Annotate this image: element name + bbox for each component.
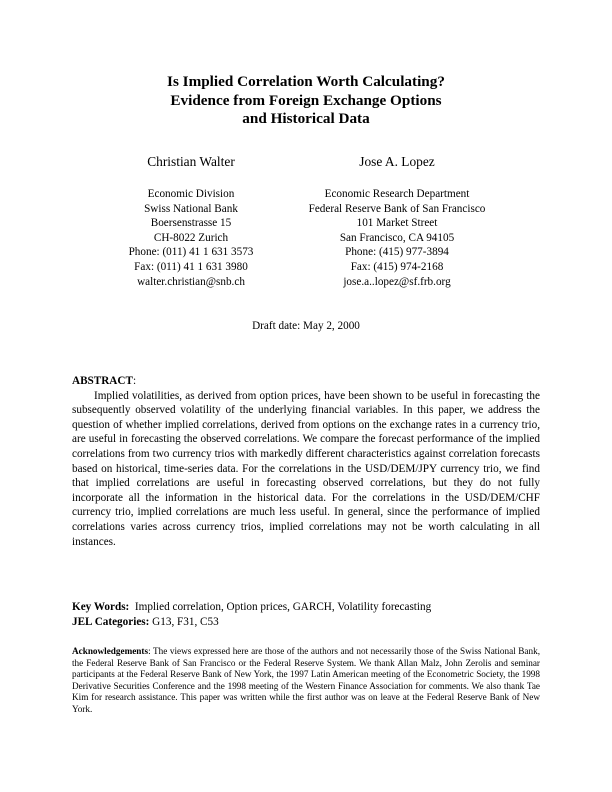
title-line-2: Evidence from Foreign Exchange Options [170,91,442,109]
acknowledgements-section [72,646,540,716]
jel-text: G13, F31, C53 [152,615,219,628]
author-street: 101 Market Street [356,217,438,230]
abstract-text: Implied volatilities, as derived from option prices, have been shown to be useful in forecasting the subsequently observed volatility of the underlying financial variables. In this paper, we address the question of whether implied correlations, derived from options on the exchange rates in a currency trio, are useful in forecasting the observed correlations. We compare the forecast performance of the implied correlations from two currency trios with markedly different characteristics against correlation forecasts based on historical, time-series data. For the correlations in the USD/DEM/JPY currency trio, we find that implied correlations are useful in forecasting observed correlations, but they do not fully incorporate all the information in the historical data. For the correlations in the USD/DEM/CHF currency trio, implied correlations are much less useful. In general, since the performance of implied correlations varies across currency trios, implied correlations may not be worth calculating in all instances. [72,389,540,548]
author-phone: Phone: (011) 41 1 631 3573 [128,246,254,259]
author-name: Jose A. Lopez [359,154,435,169]
acknowledgements-text: : The views expressed here are those of the authors and not necessarily those of the Swiss National Bank, the Federal Reserve Bank of San Francisco or the Federal Reserve System. We thank Allan Malz, John Zerolis and seminar participants at the Federal Reserve Bank of New York, the 1997 Latin American meeting of the Econometric Society, the 1998 Derivative Securities Conference and the 1998 meeting of the Western Finance Association for comments. We also thank Tae Kim for research assistance. This paper was written while the first author was on leave at the Federal Reserve Bank of New York. [72,646,540,714]
abstract-label: ABSTRACT [72,375,133,387]
author-street: Boersenstrasse 15 [150,217,232,230]
author-email: walter.christian@snb.ch [137,275,245,288]
author-city: CH-8022 Zurich [153,231,229,244]
author-phone: Phone: (415) 977-3894 [345,246,449,259]
keywords-section [72,600,540,629]
keywords-label: Key Words: [72,601,130,613]
author-fax: Fax: (415) 974-2168 [350,260,444,273]
keywords-text: Implied correlation, Option prices, GARCH, Volatility forecasting [134,601,432,613]
draft-date: Draft date: May 2, 2000 [252,320,360,332]
acknowledgements-label: Acknowledgements [72,646,149,656]
paper-title [0,73,612,129]
author-name: Christian Walter [147,154,235,169]
author-fax: Fax: (011) 41 1 631 3980 [134,260,248,273]
abstract-section [72,374,540,549]
keywords-line [72,600,540,615]
jel-line [72,615,540,630]
author-block-lopez [267,154,527,289]
author-institution: Swiss National Bank [144,202,238,215]
title-line-3: and Historical Data [242,110,370,127]
author-institution: Federal Reserve Bank of San Francisco [308,202,486,215]
author-affiliation: Economic Division [147,188,235,200]
author-affiliation: Economic Research Department [324,188,470,200]
title-line-1: Is Implied Correlation Worth Calculating? [167,73,445,90]
author-email: jose.a..lopez@sf.frb.org [343,275,451,288]
abstract-colon: : [132,375,137,387]
jel-label: JEL Categories: [72,615,150,628]
abstract-heading [72,374,540,389]
author-city: San Francisco, CA 94105 [339,231,455,244]
